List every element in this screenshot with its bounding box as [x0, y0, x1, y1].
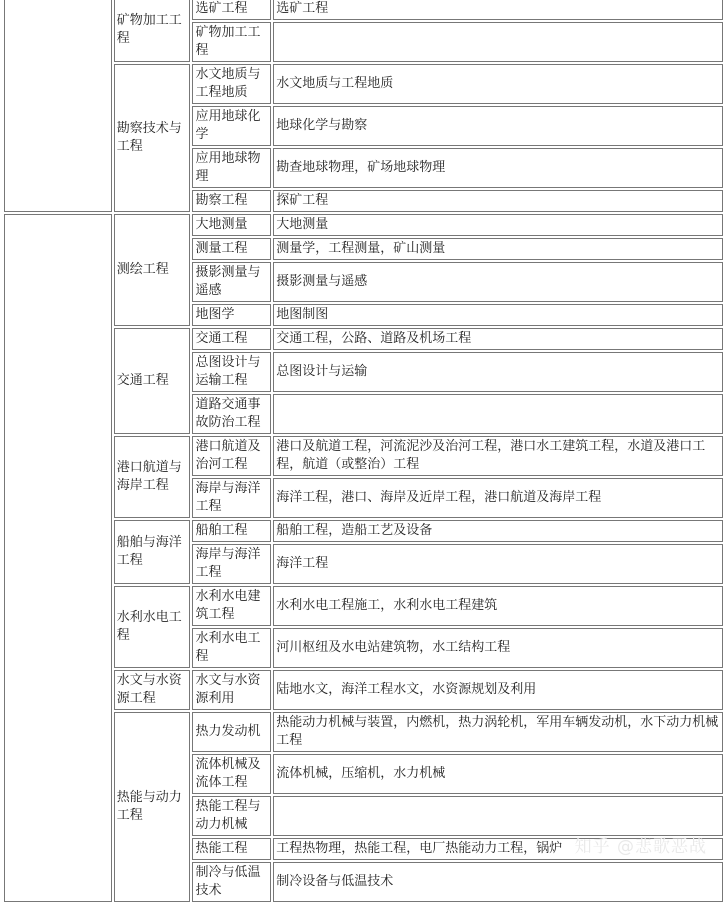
- table-row: [4, 436, 723, 476]
- table-row: [4, 190, 723, 212]
- major-cell: 水利水电工程: [192, 628, 271, 668]
- discipline-cell: 矿物加工工程: [114, 0, 191, 62]
- watermark: 知乎 @悲歌恶战: [574, 837, 707, 857]
- former-major-cell: 水文地质与工程地质: [273, 64, 723, 104]
- former-major-cell: 热能动力机械与装置，内燃机，热力涡轮机，军用车辆发动机，水下动力机械工程: [273, 712, 723, 752]
- table-row: [4, 106, 723, 146]
- former-major-cell: 测量学，工程测量，矿山测量: [273, 238, 723, 260]
- major-cell: 海岸与海洋工程: [192, 544, 271, 584]
- former-major-cell: 大地测量: [273, 214, 723, 236]
- major-cell: 港口航道及治河工程: [192, 436, 271, 476]
- former-major-cell: 交通工程，公路、道路及机场工程: [273, 328, 723, 350]
- table-row: [4, 328, 723, 350]
- table-row: [4, 394, 723, 434]
- former-major-cell: 勘查地球物理，矿场地球物理: [273, 148, 723, 188]
- table-row: [4, 862, 723, 902]
- former-major-cell: 工程热物理，热能工程，电厂热能动力工程，锅炉: [273, 838, 723, 860]
- table-row: [4, 520, 723, 542]
- major-cell: 海岸与海洋工程: [192, 478, 271, 518]
- former-major-cell: 制冷设备与低温技术: [273, 862, 723, 902]
- former-major-cell: 海洋工程: [273, 544, 723, 584]
- table-row: [4, 22, 723, 62]
- major-cell: 热能工程与动力机械: [192, 796, 271, 836]
- first-level-cell: [4, 214, 112, 902]
- former-major-cell: 船舶工程，造船工艺及设备: [273, 520, 723, 542]
- major-cell: 大地测量: [192, 214, 271, 236]
- table-row: [4, 352, 723, 392]
- major-cell: 交通工程: [192, 328, 271, 350]
- former-major-cell: 总图设计与运输: [273, 352, 723, 392]
- table-row: [4, 796, 723, 836]
- table-row: [4, 148, 723, 188]
- table-row: [4, 214, 723, 236]
- major-cell: 流体机械及流体工程: [192, 754, 271, 794]
- major-cell: 应用地球化学: [192, 106, 271, 146]
- major-cell: 选矿工程: [192, 0, 271, 20]
- former-major-cell: [273, 394, 723, 434]
- discipline-cell: 水文与水资源工程: [114, 670, 191, 710]
- discipline-cell: 勘察技术与工程: [114, 64, 191, 212]
- former-major-cell: 河川枢纽及水电站建筑物，水工结构工程: [273, 628, 723, 668]
- major-cell: 勘察工程: [192, 190, 271, 212]
- major-cell: 热能工程: [192, 838, 271, 860]
- discipline-cell: 交通工程: [114, 328, 191, 434]
- discipline-cell: 热能与动力工程: [114, 712, 191, 902]
- discipline-cell: 港口航道与海岸工程: [114, 436, 191, 518]
- former-major-cell: 陆地水文，海洋工程水文，水资源规划及利用: [273, 670, 723, 710]
- table-row: [4, 262, 723, 302]
- major-cell: 道路交通事故防治工程: [192, 394, 271, 434]
- former-major-cell: 海洋工程，港口、海岸及近岸工程，港口航道及海岸工程: [273, 478, 723, 518]
- former-major-cell: 探矿工程: [273, 190, 723, 212]
- major-cell: 地图学: [192, 304, 271, 326]
- major-cell: 摄影测量与遥感: [192, 262, 271, 302]
- table-row: [4, 304, 723, 326]
- table-row: [4, 478, 723, 518]
- table-row: [4, 238, 723, 260]
- table-row: [4, 0, 723, 20]
- former-major-cell: 地图制图: [273, 304, 723, 326]
- major-cell: 矿物加工工程: [192, 22, 271, 62]
- table-row: [4, 586, 723, 626]
- discipline-cell: 船舶与海洋工程: [114, 520, 191, 584]
- former-major-cell: 水利水电工程施工，水利水电工程建筑: [273, 586, 723, 626]
- major-cell: 总图设计与运输工程: [192, 352, 271, 392]
- table-row: [4, 64, 723, 104]
- major-cell: 水利水电建筑工程: [192, 586, 271, 626]
- discipline-cell: 测绘工程: [114, 214, 191, 326]
- major-cell: 水文与水资源利用: [192, 670, 271, 710]
- former-major-cell: 摄影测量与遥感: [273, 262, 723, 302]
- major-catalog-table: [2, 0, 725, 904]
- major-cell: 船舶工程: [192, 520, 271, 542]
- table-row: [4, 754, 723, 794]
- former-major-cell: 港口及航道工程，河流泥沙及治河工程，港口水工建筑工程，水道及港口工程，航道（或整治）工程: [273, 436, 723, 476]
- major-cell: 应用地球物理: [192, 148, 271, 188]
- table-row: [4, 544, 723, 584]
- major-cell: 制冷与低温技术: [192, 862, 271, 902]
- discipline-cell: 水利水电工程: [114, 586, 191, 668]
- former-major-cell: [273, 22, 723, 62]
- former-major-cell: 选矿工程: [273, 0, 723, 20]
- former-major-cell: 流体机械，压缩机，水力机械: [273, 754, 723, 794]
- major-cell: 热力发动机: [192, 712, 271, 752]
- major-cell: 测量工程: [192, 238, 271, 260]
- former-major-cell: 地球化学与勘察: [273, 106, 723, 146]
- table-row: [4, 712, 723, 752]
- major-cell: 水文地质与工程地质: [192, 64, 271, 104]
- first-level-cell: [4, 0, 112, 212]
- former-major-cell: [273, 796, 723, 836]
- table-row: [4, 628, 723, 668]
- table-row: [4, 670, 723, 710]
